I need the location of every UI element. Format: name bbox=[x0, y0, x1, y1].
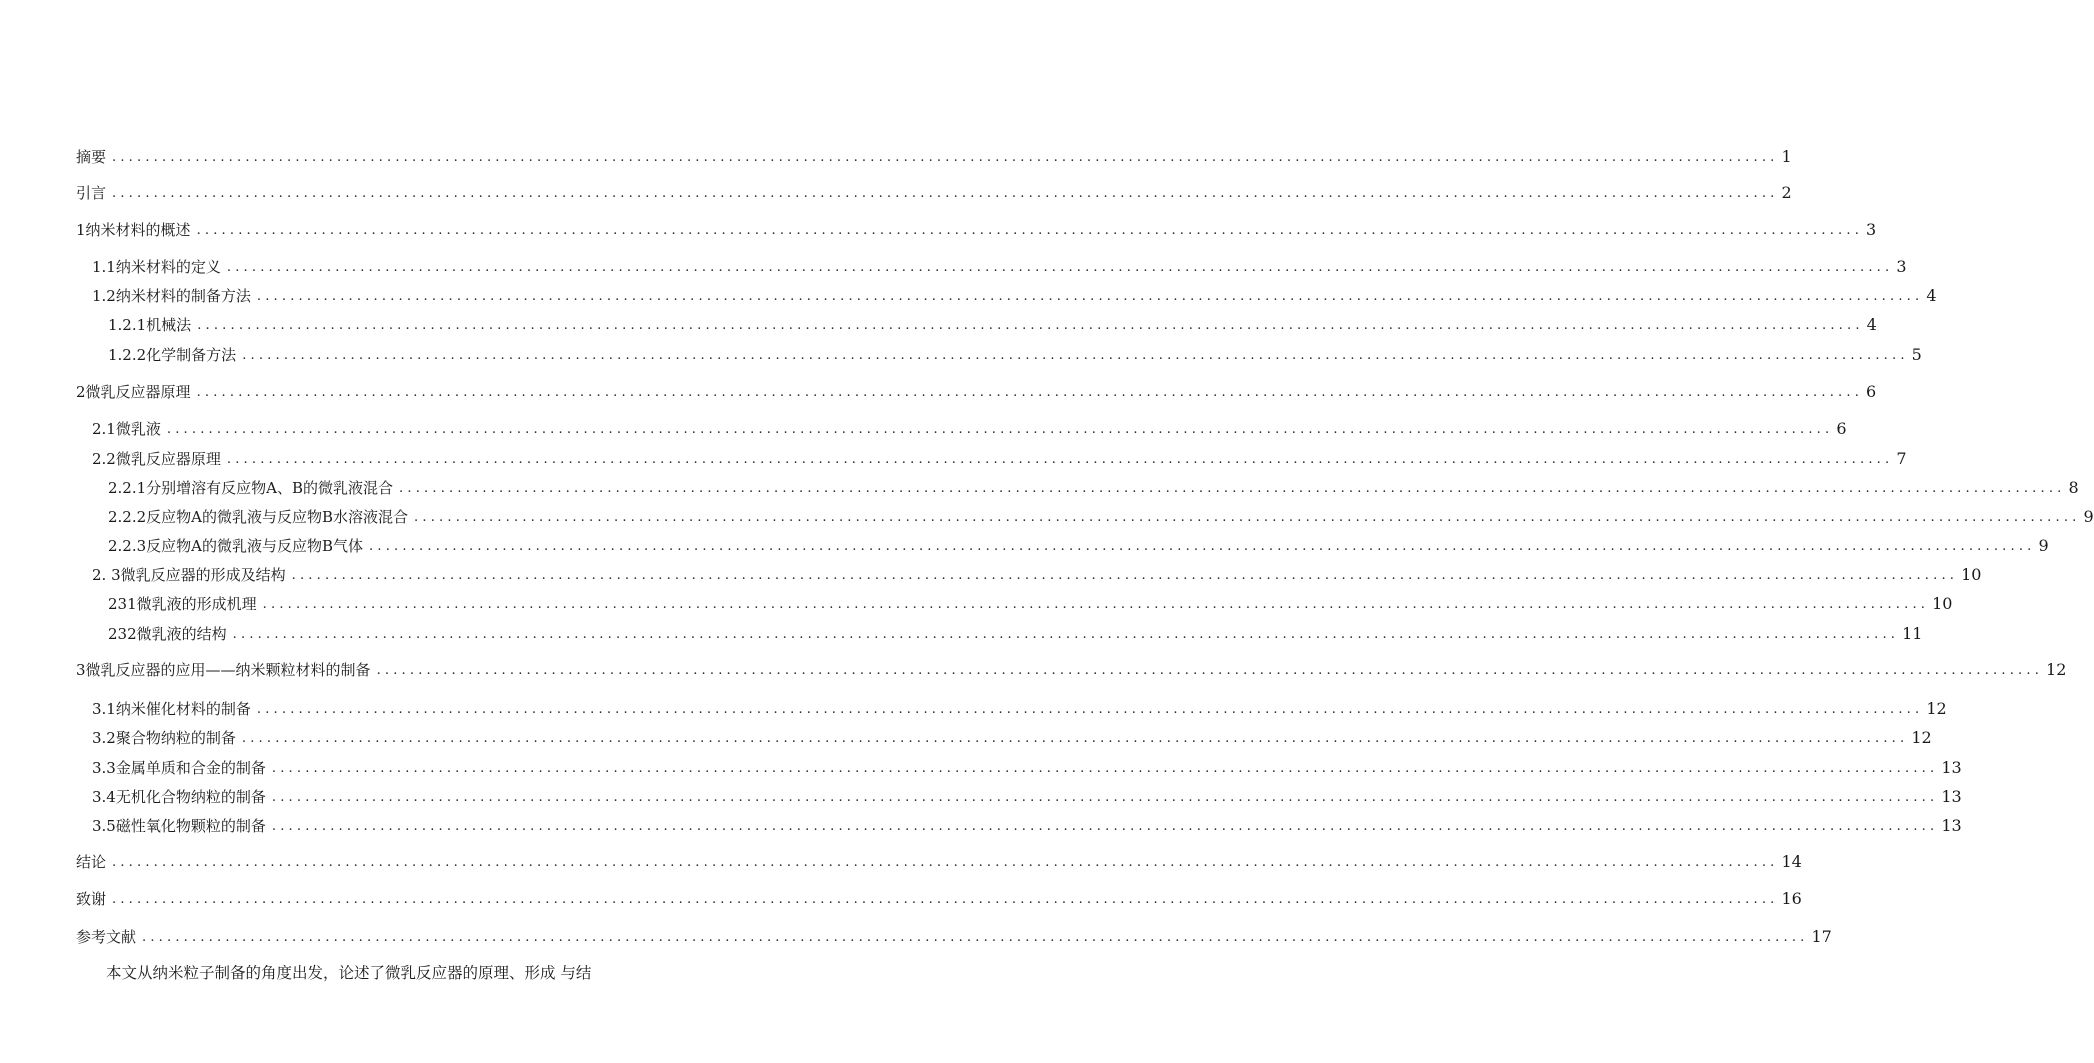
toc-entry[interactable] bbox=[108, 507, 2094, 526]
toc-leader-dots: ........................................................................................................................................................................................................ bbox=[166, 422, 1834, 437]
toc-entry-title: 微乳液的结构 bbox=[136, 625, 227, 643]
toc-entry-page-number: 13 bbox=[1941, 816, 1962, 835]
toc-entry-page-number: 3 bbox=[1896, 257, 1907, 276]
toc-entry-title: 摘要 bbox=[76, 148, 107, 166]
toc-entry[interactable] bbox=[108, 594, 1953, 613]
toc-entry-number: 1.2.2 bbox=[108, 346, 147, 364]
toc-entry[interactable] bbox=[76, 927, 1832, 946]
toc-leader-dots: ........................................................................................................................................................................................................ bbox=[369, 539, 2036, 554]
toc-leader-dots: ........................................................................................................................................................................................................ bbox=[112, 855, 1779, 870]
toc-entry-title: 微乳反应器的应用——纳米颗粒材料的制备 bbox=[85, 661, 371, 679]
toc-entry-title: 无机化合物纳粒的制备 bbox=[115, 788, 266, 806]
toc-entry-title: 结论 bbox=[76, 853, 107, 871]
toc-entry-page-number: 10 bbox=[1961, 565, 1982, 584]
toc-entry[interactable] bbox=[92, 816, 1962, 835]
toc-leader-dots: ........................................................................................................................................................................................................ bbox=[414, 510, 2081, 525]
toc-entry-number: 2.2.2 bbox=[108, 508, 147, 526]
toc-entry-title: 磁性氧化物颗粒的制备 bbox=[115, 817, 266, 835]
toc-entry[interactable] bbox=[92, 257, 1907, 276]
toc-leader-dots: ........................................................................................................................................................................................................ bbox=[242, 348, 1909, 363]
toc-entry[interactable] bbox=[92, 565, 1982, 584]
toc-entry-page-number: 16 bbox=[1781, 889, 1802, 908]
toc-entry-number: 2.2.1 bbox=[108, 479, 147, 497]
toc-entry[interactable] bbox=[108, 345, 1922, 364]
toc-entry-page-number: 9 bbox=[2038, 536, 2049, 555]
toc-entry-title: 微乳液 bbox=[115, 420, 161, 438]
toc-entry[interactable] bbox=[76, 220, 1877, 239]
toc-entry[interactable] bbox=[76, 183, 1792, 202]
toc-entry-number: 2. 3 bbox=[92, 566, 121, 584]
toc-entry-title: 纳米材料的概述 bbox=[85, 221, 191, 239]
toc-entry-page-number: 10 bbox=[1932, 594, 1953, 613]
toc-entry-title: 参考文献 bbox=[76, 928, 137, 946]
toc-entry[interactable] bbox=[92, 728, 1932, 747]
toc-entry[interactable] bbox=[108, 624, 1923, 643]
toc-entry[interactable] bbox=[76, 382, 1877, 401]
toc-leader-dots: ........................................................................................................................................................................................................ bbox=[112, 892, 1779, 907]
toc-entry-page-number: 1 bbox=[1781, 147, 1792, 166]
abstract-paragraph: 本文从纳米粒子制备的角度出发，论述了微乳反应器的原理、形成 与结 bbox=[106, 964, 592, 982]
toc-entry[interactable] bbox=[76, 889, 1802, 908]
toc-entry-page-number: 8 bbox=[2068, 478, 2079, 497]
toc-entry-number: 2 bbox=[76, 383, 86, 401]
toc-entry-title: 化学制备方法 bbox=[146, 346, 237, 364]
toc-entry[interactable] bbox=[92, 286, 1937, 305]
toc-entry-title: 聚合物纳粒的制备 bbox=[115, 729, 236, 747]
toc-entry-title: 纳米材料的制备方法 bbox=[115, 287, 251, 305]
toc-entry-page-number: 3 bbox=[1866, 220, 1877, 239]
toc-entry-title: 机械法 bbox=[146, 316, 192, 334]
toc-entry-number: 3.1 bbox=[92, 700, 116, 718]
toc-leader-dots: ........................................................................................................................................................................................................ bbox=[226, 452, 1894, 467]
toc-entry[interactable] bbox=[76, 660, 2067, 679]
toc-entry-page-number: 9 bbox=[2083, 507, 2094, 526]
toc-entry[interactable] bbox=[92, 419, 1847, 438]
toc-entry-number: 232 bbox=[108, 625, 137, 643]
toc-entry-title: 纳米催化材料的制备 bbox=[115, 700, 251, 718]
toc-entry-page-number: 17 bbox=[1811, 927, 1832, 946]
toc-entry-page-number: 4 bbox=[1926, 286, 1937, 305]
toc-entry-number: 2.2.3 bbox=[108, 537, 147, 555]
toc-entry-page-number: 4 bbox=[1866, 315, 1877, 334]
toc-leader-dots: ........................................................................................................................................................................................................ bbox=[262, 597, 1930, 612]
toc-entry-number: 2.2 bbox=[92, 450, 116, 468]
toc-entry-title: 致谢 bbox=[76, 890, 107, 908]
toc-entry-page-number: 13 bbox=[1941, 758, 1962, 777]
toc-entry-page-number: 12 bbox=[2046, 660, 2067, 679]
toc-entry[interactable] bbox=[108, 536, 2049, 555]
toc-entry-title: 分别增溶有反应物A、B的微乳液混合 bbox=[146, 479, 394, 497]
toc-entry[interactable] bbox=[108, 478, 2079, 497]
toc-leader-dots: ........................................................................................................................................................................................................ bbox=[256, 289, 1924, 304]
toc-entry-number: 1.2 bbox=[92, 287, 116, 305]
toc-entry-page-number: 14 bbox=[1781, 852, 1802, 871]
toc-entry-page-number: 12 bbox=[1926, 699, 1947, 718]
toc-entry-page-number: 5 bbox=[1911, 345, 1922, 364]
toc-entry-title: 微乳反应器原理 bbox=[85, 383, 191, 401]
toc-entry-number: 231 bbox=[108, 595, 137, 613]
toc-leader-dots: ........................................................................................................................................................................................................ bbox=[271, 790, 1939, 805]
toc-leader-dots: ........................................................................................................................................................................................................ bbox=[196, 223, 1864, 238]
toc-leader-dots: ........................................................................................................................................................................................................ bbox=[271, 761, 1939, 776]
toc-entry-title: 反应物A的微乳液与反应物B水溶液混合 bbox=[146, 508, 409, 526]
toc-entry-number: 1.2.1 bbox=[108, 316, 147, 334]
toc-leader-dots: ........................................................................................................................................................................................................ bbox=[232, 627, 1900, 642]
toc-leader-dots: ........................................................................................................................................................................................................ bbox=[271, 819, 1939, 834]
toc-leader-dots: ........................................................................................................................................................................................................ bbox=[196, 385, 1864, 400]
toc-entry-number: 3 bbox=[76, 661, 86, 679]
toc-leader-dots: ........................................................................................................................................................................................................ bbox=[376, 663, 2044, 678]
toc-entry-title: 微乳液的形成机理 bbox=[136, 595, 257, 613]
toc-entry-number: 3.4 bbox=[92, 788, 116, 806]
toc-entry-page-number: 6 bbox=[1836, 419, 1847, 438]
toc-entry-page-number: 12 bbox=[1911, 728, 1932, 747]
toc-entry-title: 反应物A的微乳液与反应物B气体 bbox=[146, 537, 364, 555]
toc-leader-dots: ........................................................................................................................................................................................................ bbox=[112, 150, 1779, 165]
toc-entry[interactable] bbox=[92, 699, 1947, 718]
toc-entry-page-number: 7 bbox=[1896, 449, 1907, 468]
toc-entry-number: 1 bbox=[76, 221, 86, 239]
toc-entry-title: 引言 bbox=[76, 184, 107, 202]
toc-entry-page-number: 6 bbox=[1866, 382, 1877, 401]
toc-entry-number: 3.5 bbox=[92, 817, 116, 835]
toc-entry-title: 金属单质和合金的制备 bbox=[115, 759, 266, 777]
toc-entry-number: 3.2 bbox=[92, 729, 116, 747]
toc-entry-page-number: 13 bbox=[1941, 787, 1962, 806]
toc-leader-dots: ........................................................................................................................................................................................................ bbox=[197, 318, 1864, 333]
toc-leader-dots: ........................................................................................................................................................................................................ bbox=[142, 930, 1809, 945]
toc-leader-dots: ........................................................................................................................................................................................................ bbox=[399, 481, 2066, 496]
toc-entry-number: 2.1 bbox=[92, 420, 116, 438]
toc-entry-page-number: 11 bbox=[1902, 624, 1923, 643]
toc-entry-page-number: 2 bbox=[1781, 183, 1792, 202]
toc-entry-number: 3.3 bbox=[92, 759, 116, 777]
toc-leader-dots: ........................................................................................................................................................................................................ bbox=[226, 260, 1894, 275]
toc-leader-dots: ........................................................................................................................................................................................................ bbox=[256, 702, 1924, 717]
toc-entry[interactable] bbox=[108, 315, 1877, 334]
toc-entry[interactable] bbox=[92, 449, 1907, 468]
toc-entry[interactable] bbox=[76, 147, 1792, 166]
toc-entry[interactable] bbox=[76, 852, 1802, 871]
toc-entry-title: 微乳反应器原理 bbox=[115, 450, 221, 468]
toc-entry-number: 1.1 bbox=[92, 258, 116, 276]
toc-entry[interactable] bbox=[92, 787, 1962, 806]
toc-entry[interactable] bbox=[92, 758, 1962, 777]
toc-leader-dots: ........................................................................................................................................................................................................ bbox=[241, 731, 1909, 746]
toc-entry-title: 微乳反应器的形成及结构 bbox=[120, 566, 286, 584]
toc-leader-dots: ........................................................................................................................................................................................................ bbox=[112, 186, 1779, 201]
toc-entry-title: 纳米材料的定义 bbox=[115, 258, 221, 276]
toc-leader-dots: ........................................................................................................................................................................................................ bbox=[291, 568, 1959, 583]
